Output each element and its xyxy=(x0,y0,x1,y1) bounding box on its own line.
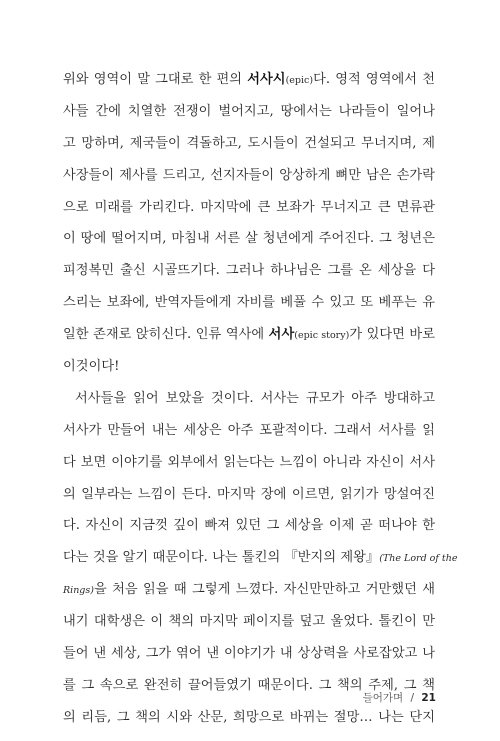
text-line xyxy=(63,192,435,224)
text-run: 피정복민 출신 시골뜨기다. 그러나 하나님은 그를 온 세상을 다 xyxy=(63,263,435,279)
page-footer xyxy=(363,690,436,705)
text-run: 사들 간에 치열한 전쟁이 벌어지고, 땅에서는 나라들이 일어나 xyxy=(63,103,435,119)
text-line xyxy=(63,702,435,734)
text-line xyxy=(63,447,435,479)
text-run: 일한 존재로 앉히신다. 인류 역사에 xyxy=(63,327,269,343)
emphasized-term: 서사 xyxy=(268,327,295,343)
emphasized-term: 서사시 xyxy=(247,72,286,87)
text-line xyxy=(63,223,435,255)
text-run: 의 일부라는 느낌이 든다. 마지막 장에 이르면, 읽기가 망설여진 xyxy=(63,486,435,502)
text-run: 서사가 만들어 내는 세상은 아주 포괄적이다. 그래서 서사를 읽 xyxy=(63,422,435,438)
text-line xyxy=(63,160,435,192)
text-line xyxy=(63,96,435,128)
text-run: 내기 대학생은 이 책의 마지막 페이지를 덮고 울었다. 톨킨이 만 xyxy=(63,614,435,630)
text-run: 를 그 속으로 완전히 끌어들였기 때문이다. 그 책의 주제, 그 책 xyxy=(63,677,435,693)
book-title-english: (The Lord of the xyxy=(379,553,458,565)
text-run: 이 땅에 떨어지며, 마침내 서른 살 청년에게 주어진다. 그 청년은 xyxy=(63,231,435,247)
running-header: 들어가며 xyxy=(362,692,404,704)
text-line xyxy=(63,542,458,574)
gloss-text: (epic) xyxy=(285,75,314,86)
text-line xyxy=(63,383,435,415)
text-line xyxy=(63,638,435,670)
text-run: 고 망하며, 제국들이 격돌하고, 도시들이 건설되고 무너지며, 제 xyxy=(63,135,435,151)
text-run: 다 보면 이야기를 외부에서 읽는다는 느낌이 아니라 자신이 서사 xyxy=(63,454,435,470)
text-line xyxy=(63,319,435,351)
text-line xyxy=(63,128,435,160)
text-line xyxy=(63,606,435,638)
text-run: 을 처음 읽을 때 그렇게 느꼈다. 자신만만하고 거만했던 새 xyxy=(93,582,435,598)
body-text xyxy=(63,64,458,734)
text-run: 위와 영역이 말 그대로 한 편의 xyxy=(63,72,248,87)
text-line xyxy=(63,64,435,96)
text-run: 다. 자신이 지금껏 깊이 빠져 있던 그 세상을 이제 곧 떠나야 한 xyxy=(63,518,435,534)
text-line xyxy=(63,479,435,511)
text-run: 다. 영적 영역에서 천 xyxy=(313,72,436,87)
page-number: 21 xyxy=(421,692,436,704)
text-line xyxy=(63,574,435,606)
book-title-english: Rings) xyxy=(63,585,94,597)
text-line xyxy=(63,510,435,542)
text-line xyxy=(63,255,435,287)
text-run: 의 리듬, 그 책의 시와 산문, 희망으로 바뀌는 절망… 나는 단지 xyxy=(63,709,435,725)
text-run: 들어 낸 세상, 그가 엮어 낸 이야기가 내 상상력을 사로잡았고 나 xyxy=(63,646,435,662)
text-run: 다는 것을 알기 때문이다. 나는 톨킨의 『반지의 제왕』 xyxy=(63,550,380,566)
gloss-text: (epic story) xyxy=(294,330,350,342)
text-line xyxy=(63,415,435,447)
text-run: 사장들이 제사를 드리고, 선지자들이 앙상하게 뼈만 남은 손가락 xyxy=(63,167,435,183)
text-run: 이것이다! xyxy=(63,359,120,375)
text-line xyxy=(63,351,435,383)
text-run: 스리는 보좌에, 반역자들에게 자비를 베풀 수 있고 또 베푸는 유 xyxy=(63,295,435,311)
text-run: 가 있다면 바로 xyxy=(349,327,435,343)
footer-separator: / xyxy=(410,692,415,704)
text-run: 서사들을 읽어 보았을 것이다. 서사는 규모가 아주 방대하고 xyxy=(75,390,435,406)
text-run: 으로 미래를 가리킨다. 마지막에 큰 보좌가 무너지고 큰 면류관 xyxy=(63,199,435,215)
text-line xyxy=(63,287,435,319)
